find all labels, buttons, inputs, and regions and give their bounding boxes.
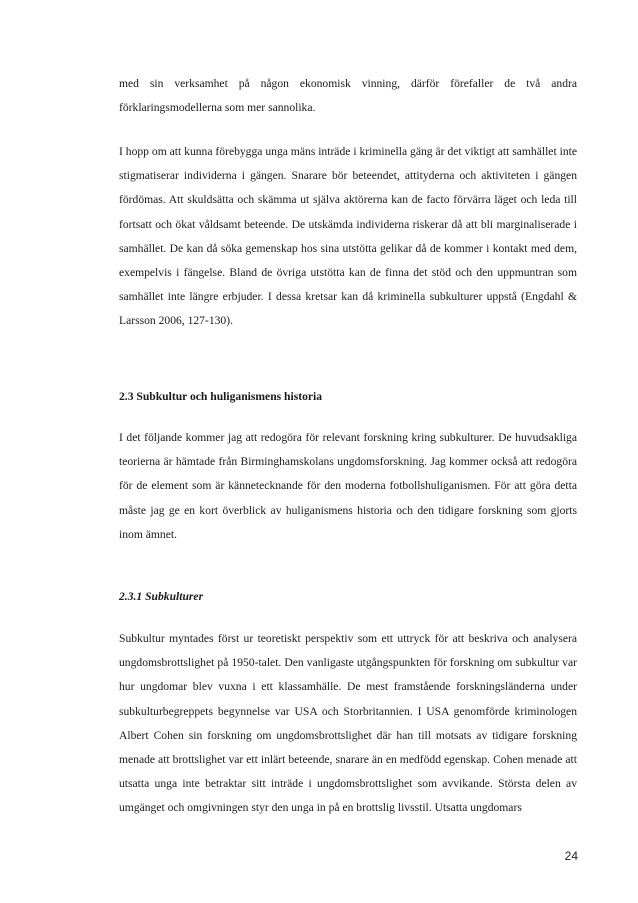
paragraph-subculture-history: Subkultur myntades först ur teoretiskt perspektiv som ett uttryck för att beskriva och analysera ungdomsbrottslighet på 1950-talet. Den vanligaste utgångspunkten för forskning om subkultur var hur ungdomar blev vuxna i ett klassamhälle. De mest framstående forskningsländerna under subkulturbegreppets begynnelse var USA och Storbritannien. I USA genomförde kriminologen Albert Cohen sin forskning om ungdomsbrottslighet där han till motsats av tidigare forskning menade att brottslighet var ett inlärt beteende, snarare än en medfödd egenskap. Cohen menade att utsatta unga inte betraktar sitt inträde i ungdomsbrottslighet som avvikande. Största delen av umgänget och omgivningen styr den unga in på en brottslig livsstil. Utsatta ungdomars: [119, 632, 577, 815]
subsection-heading-2-3-1: 2.3.1 Subkulturer: [119, 590, 204, 603]
paragraph-section-overview: I det följande kommer jag att redogöra för relevant forskning kring subkulturer. De huvudsakliga teorierna är hämtade från Birminghamskolans ungdomsforskning. Jag kommer också att redogöra för de element som är kännetecknande för den moderna fotbollshuliganismen. För att göra detta måste jag ge en kort överblick av huliganismens historia och den tidigare forskning som gjorts inom ämnet.: [119, 431, 577, 541]
paragraph-stigmatization: I hopp om att kunna förebygga unga mäns inträde i kriminella gäng är det viktigt att samhället inte stigmatiserar individerna i gängen. Snarare bör beteendet, attityderna och aktiviteten i gängen fördömas. Att skuldsätta och skämma ut själva aktörerna kan de facto förvärra läget och leda till fortsatt och ökat våldsamt beteende. De utskämda individerna riskerar då att bli marginaliserade i samhället. De kan då söka gemenskap hos sina utstötta gelikar då de kommer i kontakt med dem, exempelvis i fängelse. Bland de övriga utstötta kan de finna det stöd och den uppmuntran som samhället inte längre erbjuder. I dessa kretsar kan då kriminella subkulturer uppstå (Engdahl & Larsson 2006, 127-130).: [119, 145, 577, 328]
page-number: 24: [564, 849, 578, 863]
paragraph-intro-continuation: med sin verksamhet på någon ekonomisk vinning, därför förefaller de två andra förklaringsmodellerna som mer sannolika.: [119, 77, 577, 115]
section-heading-2-3: 2.3 Subkultur och huliganismens historia: [119, 390, 323, 403]
